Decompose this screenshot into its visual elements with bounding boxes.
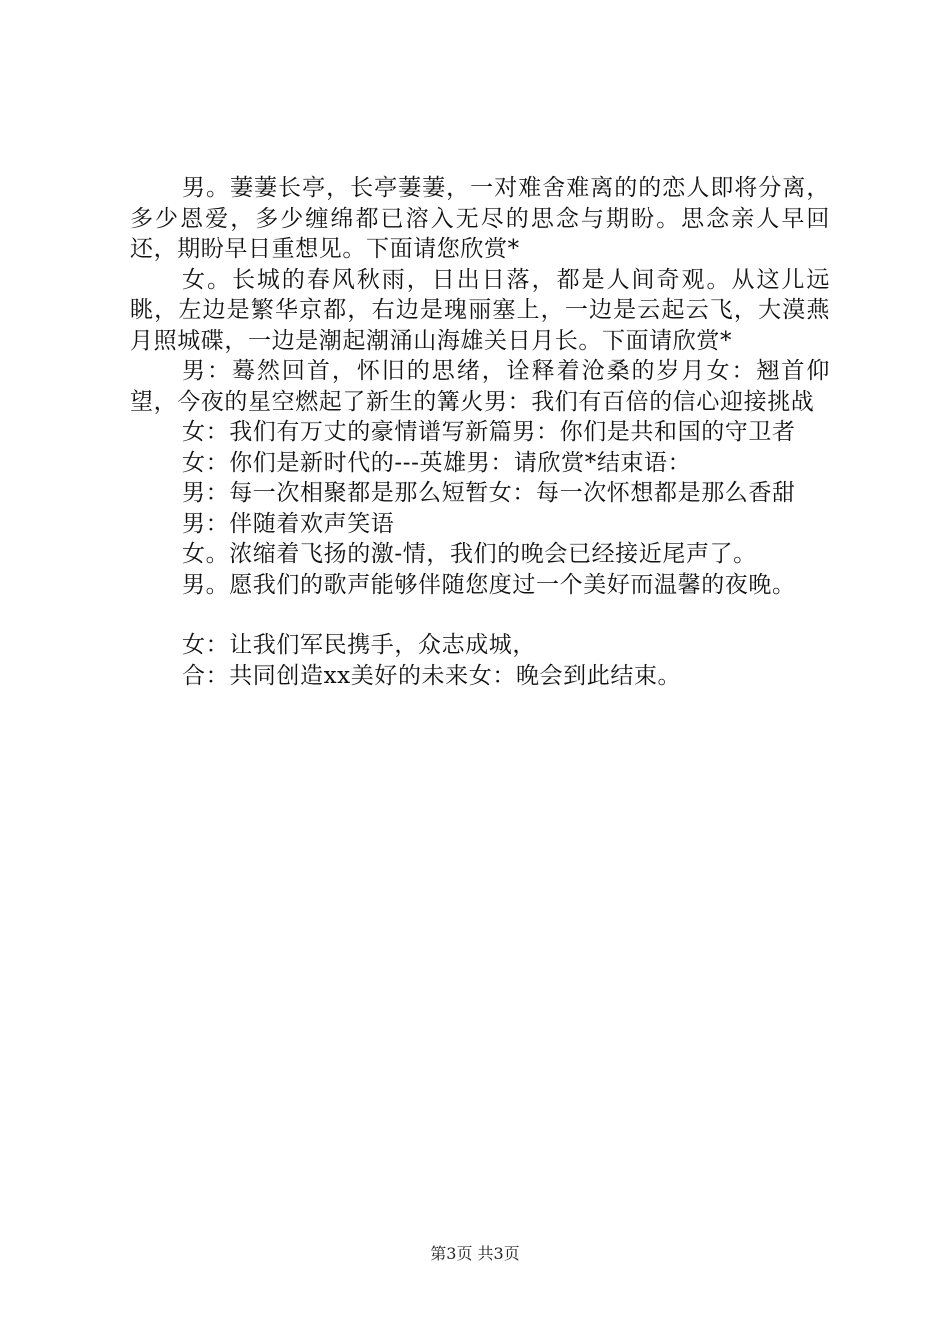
paragraph: 合：共同创造xx美好的未来女：晚会到此结束。 (182, 662, 682, 689)
document-body (130, 173, 830, 691)
page-footer: 第3页 共3页 (430, 1244, 520, 1263)
paragraph: 女。浓缩着飞扬的激-情，我们的晚会已经接近尾声了。 (182, 541, 757, 567)
paragraph: 女：你们是新时代的---英雄男：请欣赏*结束语： (182, 449, 692, 476)
paragraph: 女。长城的春风秋雨，日出日落，都是人间奇观。从这儿远眺，左边是繁华京都，右边是瑰丽塞上，一边是云起云飞，大漠燕月照城碟，一边是潮起潮涌山海雄关日月长。下面请欣赏* (130, 266, 830, 354)
paragraph: 男。萋萋长亭，长亭萋萋，一对难舍难离的的恋人即将分离，多少恩爱，多少缠绵都已溶入无尽的思念与期盼。思念亲人早回还，期盼早日重想见。下面请您欣赏* (130, 175, 830, 262)
paragraph: 男：蓦然回首，怀旧的思绪，诠释着沧桑的岁月女：翘首仰望，今夜的星空燃起了新生的篝火男：我们有百倍的信心迎接挑战 (130, 358, 830, 415)
paragraph: 男。愿我们的歌声能够伴随您度过一个美好而温馨的夜晚。 (182, 571, 796, 598)
paragraph: 女：让我们军民携手，众志成城， (182, 632, 536, 658)
paragraph: 男：每一次相聚都是那么短暂女：每一次怀想都是那么香甜 (182, 480, 796, 506)
paragraph: 男：伴随着欢声笑语 (182, 510, 395, 537)
paragraph: 女：我们有万丈的豪情谱写新篇男：你们是共和国的守卫者 (182, 419, 796, 445)
